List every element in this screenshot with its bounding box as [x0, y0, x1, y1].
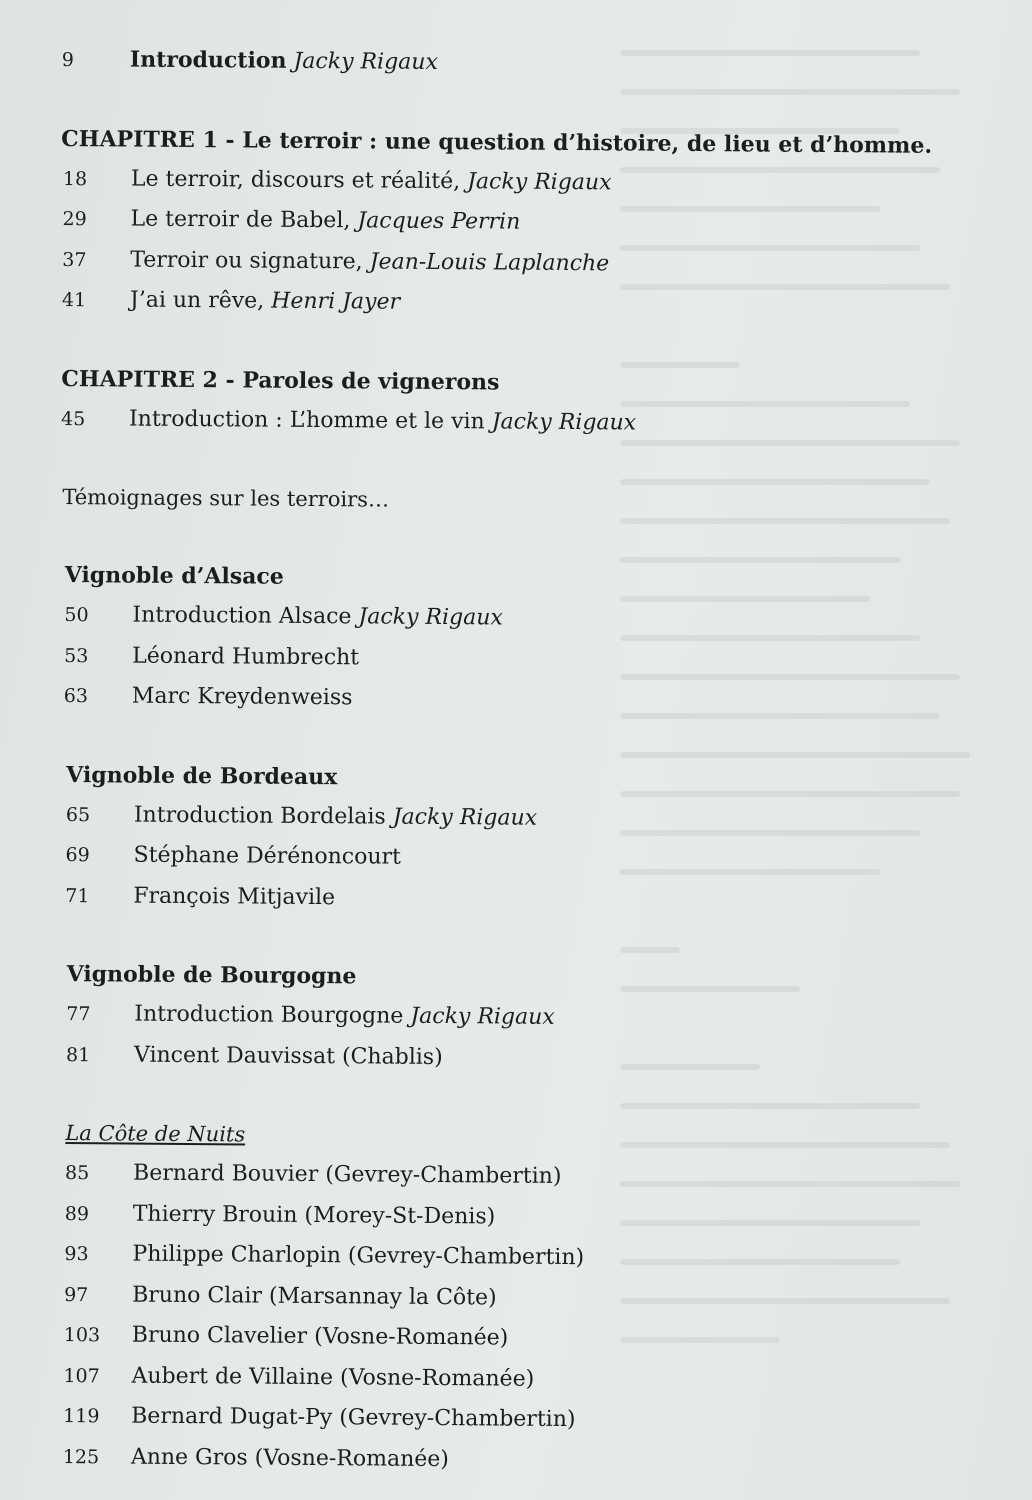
page-number: 45 — [60, 407, 86, 430]
entry-title: Bruno Clair (Marsannay la Côte) — [132, 1282, 497, 1310]
chapter-1-heading: CHAPITRE 1 - Le terroir : une question d’histoire, de lieu et d’homme. — [61, 125, 933, 159]
entry-title: Bernard Dugat-Py (Gevrey-Chambertin) — [131, 1403, 576, 1433]
entry-author: Henri Jayer — [271, 288, 401, 315]
entry-author: Jacky Rigaux — [358, 604, 503, 631]
page-number: 53 — [64, 644, 89, 667]
section-bordeaux-heading: Vignoble de Bordeaux — [66, 761, 338, 790]
page-number: 71 — [65, 884, 90, 907]
page-number: 41 — [61, 289, 87, 312]
page-number: 9 — [61, 48, 75, 72]
entry-title: Introduction — [129, 46, 287, 74]
page-number: 65 — [65, 803, 91, 826]
entry-title: Terroir ou signature, — [130, 247, 363, 274]
page-number: 93 — [64, 1243, 89, 1266]
entry-title: Le terroir de Babel, — [130, 206, 351, 234]
entry-title: Thierry Brouin (Morey-St-Denis) — [132, 1201, 496, 1229]
subsection-cote-de-nuits-heading: La Côte de Nuits — [65, 1121, 246, 1147]
entry-title: François Mitjavile — [133, 883, 336, 910]
entry-title: Bernard Bouvier (Gevrey-Chambertin) — [133, 1160, 562, 1189]
entry-author: Jacques Perrin — [357, 208, 521, 235]
entry-title: Introduction Alsace — [132, 602, 352, 630]
entry-title: Introduction Bourgogne — [134, 1001, 404, 1029]
entry-author: Jacky Rigaux — [491, 408, 637, 436]
entry-author: Jacky Rigaux — [467, 168, 612, 195]
toc-entry — [51, 1436, 991, 1484]
page-number: 85 — [65, 1162, 90, 1185]
page-number: 103 — [63, 1324, 101, 1347]
page-number: 69 — [65, 844, 90, 867]
entry-author: Jacky Rigaux — [392, 804, 538, 831]
section-alsace-heading: Vignoble d’Alsace — [64, 562, 284, 590]
entry-title: Philippe Charlopin (Gevrey-Chambertin) — [132, 1241, 585, 1271]
temoignages-line: Témoignages sur les terroirs… — [62, 485, 390, 512]
entry-author: Jacky Rigaux — [410, 1003, 555, 1030]
entry-title: Bruno Clavelier (Vosne-Romanée) — [131, 1322, 509, 1351]
entry-title: Vincent Dauvissat (Chablis) — [133, 1042, 443, 1070]
entry-title: Introduction : L’homme et le vin — [128, 406, 485, 434]
page-number: 119 — [63, 1405, 100, 1428]
entry-title: Marc Kreydenweiss — [131, 683, 353, 711]
entry-author: Jean-Louis Laplanche — [369, 248, 610, 276]
table-of-contents — [51, 40, 1002, 1484]
chapter-2-heading: CHAPITRE 2 - Paroles de vignerons — [61, 365, 500, 395]
page-number: 107 — [63, 1364, 100, 1387]
page-number: 37 — [62, 248, 87, 271]
entry-title: Aubert de Villaine (Vosne-Romanée) — [131, 1363, 535, 1392]
page-number: 63 — [63, 685, 89, 708]
entry-author: Jacky Rigaux — [293, 48, 439, 75]
page-number: 125 — [62, 1445, 100, 1468]
entry-title: Anne Gros (Vosne-Romanée) — [130, 1444, 450, 1472]
entry-title: Introduction Bordelais — [133, 802, 386, 830]
entry-title: Léonard Humbrecht — [132, 643, 360, 670]
page-number: 18 — [62, 167, 88, 190]
entry-title: J’ai un rêve, — [129, 287, 265, 314]
page-number: 81 — [65, 1043, 91, 1066]
page-number: 89 — [64, 1202, 90, 1225]
page-number: 77 — [66, 1003, 91, 1026]
entry-title: Le terroir, discours et réalité, — [130, 166, 461, 194]
page-number: 29 — [62, 208, 87, 231]
entry-title: Stéphane Dérénoncourt — [133, 842, 402, 870]
section-bourgogne-heading: Vignoble de Bourgogne — [66, 961, 357, 990]
page-number: 50 — [64, 604, 89, 627]
page-number: 97 — [64, 1283, 89, 1306]
